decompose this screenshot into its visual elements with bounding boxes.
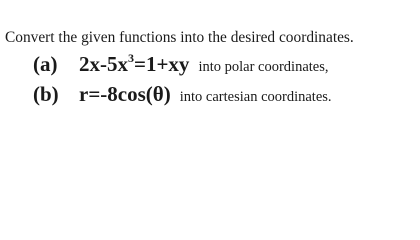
equation-a [79,52,189,76]
equation-a-part2: =1+xy [134,52,190,76]
equation-a-exponent: 3 [128,51,134,65]
item-description-a: into polar coordinates, [198,59,329,75]
item-label-a: (a) [33,52,58,76]
equation-b: r=-8cos(θ) [79,82,171,106]
item-label-b: (b) [33,82,59,106]
problem-item-a [33,51,329,80]
instruction-text: Convert the given functions into the desired coordinates. [5,29,354,46]
equation-a-part1: 2x-5x [79,52,128,76]
problem-item-b [33,81,332,110]
item-description-b: into cartesian coordinates. [179,89,332,105]
